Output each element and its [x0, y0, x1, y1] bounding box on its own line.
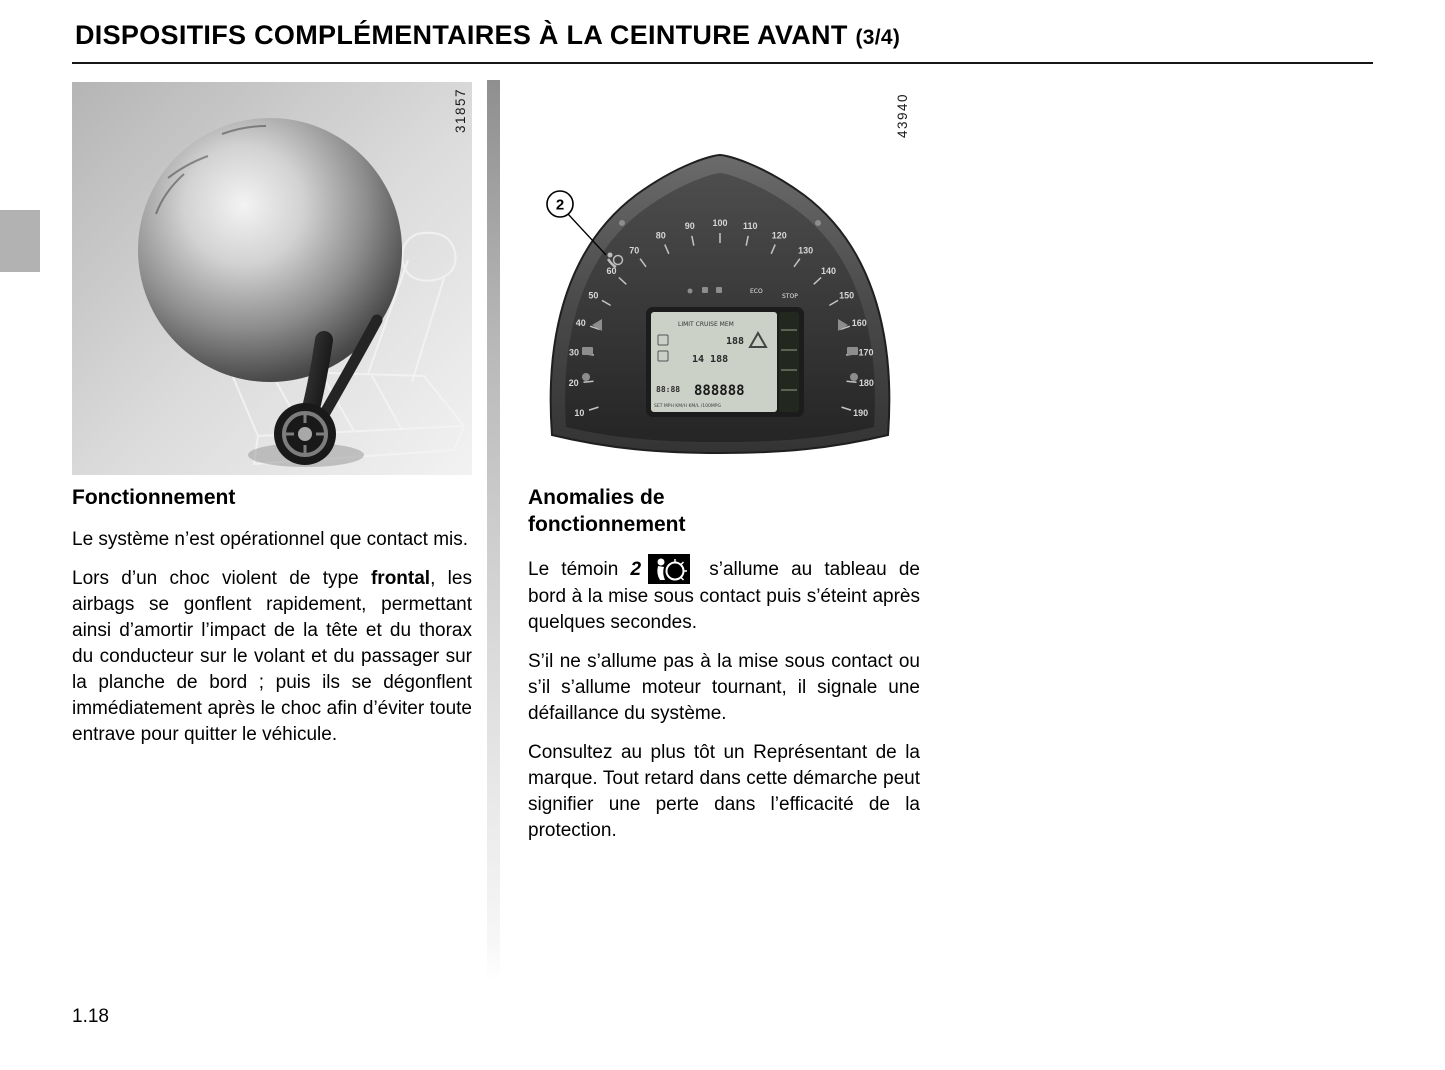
svg-text:100: 100 [712, 218, 728, 228]
svg-text:90: 90 [684, 221, 695, 232]
lcd-modes-text: LIMIT CRUISE MEM [678, 321, 734, 328]
svg-text:40: 40 [575, 318, 586, 328]
svg-text:50: 50 [588, 290, 599, 301]
callout-number: 2 [555, 196, 565, 214]
svg-text:160: 160 [851, 318, 867, 328]
paragraph-text: s’allume au tableau de bord à la mise sous contact puis s’éteint après quelques secondes. [528, 559, 920, 633]
figure-code-left: 31857 [453, 88, 468, 134]
svg-text:190: 190 [853, 408, 869, 418]
paragraph: Consultez au plus tôt un Représentant de la marque. Tout retard dans cette démarche peut signifier une perte dans l’efficacité de la protection. [528, 742, 920, 841]
paragraph-text: Lors d’un choc violent de type [72, 568, 371, 589]
section-heading-anomalies: Anomalies de fonctionnement [528, 486, 686, 536]
lcd-clock: 88:88 [656, 385, 681, 394]
paragraph [528, 554, 920, 636]
paragraph: Le système n’est opérationnel que contact mis. [72, 529, 469, 550]
svg-text:170: 170 [858, 347, 874, 358]
svg-text:60: 60 [606, 265, 617, 276]
svg-text:120: 120 [771, 230, 787, 241]
lcd-display [646, 307, 804, 417]
figure-code-right: 43940 [895, 93, 910, 139]
page-title-text: DISPOSITIFS COMPLÉMENTAIRES À LA CEINTURE AVANT [75, 20, 848, 50]
instrument-cluster-illustration [530, 85, 910, 465]
svg-text:150: 150 [839, 290, 855, 301]
title-divider [72, 62, 1373, 64]
paragraph [72, 566, 472, 748]
svg-text:10: 10 [574, 408, 585, 418]
page-title [75, 20, 900, 51]
page-title-pagination: (3/4) [855, 26, 901, 49]
airbag-warning-icon [648, 554, 690, 584]
page-number: 1.18 [72, 1006, 109, 1027]
svg-text:20: 20 [568, 378, 579, 389]
section-edge-marker [0, 210, 40, 272]
airbag-deployment-figure [72, 82, 472, 475]
paragraph: S’il ne s’allume pas à la mise sous contact ou s’il s’allume moteur tournant, il signale une défaillance du système. [528, 651, 920, 724]
lcd-row2: 14 188 [692, 354, 729, 365]
svg-text:180: 180 [858, 378, 874, 389]
svg-text:110: 110 [743, 221, 758, 232]
paragraph-text: Le témoin [528, 559, 631, 580]
telltale-reference: 2 [630, 559, 642, 580]
svg-text:140: 140 [820, 265, 837, 276]
callout-2 [547, 191, 606, 255]
lcd-odometer: 888888 [694, 383, 745, 399]
left-text-column [72, 484, 472, 761]
stop-label: STOP [782, 293, 798, 300]
instrument-cluster-figure [530, 85, 910, 465]
right-text-column [528, 484, 920, 857]
section-heading-fonctionnement: Fonctionnement [72, 486, 236, 509]
airbag-deployment-illustration [72, 82, 472, 475]
column-separator [487, 80, 500, 982]
paragraph-text: , les airbags se gonflent rapidement, permettant ainsi d’amortir l’impact de la tête et du thorax du conducteur sur le volant et du passager sur la planche de bord ; puis ils se dégonflent immédiatement après le choc afin d’éviter toute entrave pour quitter le véhicule. [72, 568, 472, 745]
svg-text:70: 70 [629, 245, 640, 256]
svg-text:130: 130 [798, 245, 814, 256]
eco-label: ECO [750, 288, 763, 295]
lcd-units: SET MPH KM/H KM/L /100MPG [654, 404, 721, 409]
svg-text:80: 80 [655, 230, 666, 241]
svg-text:30: 30 [568, 347, 580, 358]
lcd-row1: 188 [726, 336, 745, 347]
emphasis-frontal: frontal [370, 568, 431, 589]
